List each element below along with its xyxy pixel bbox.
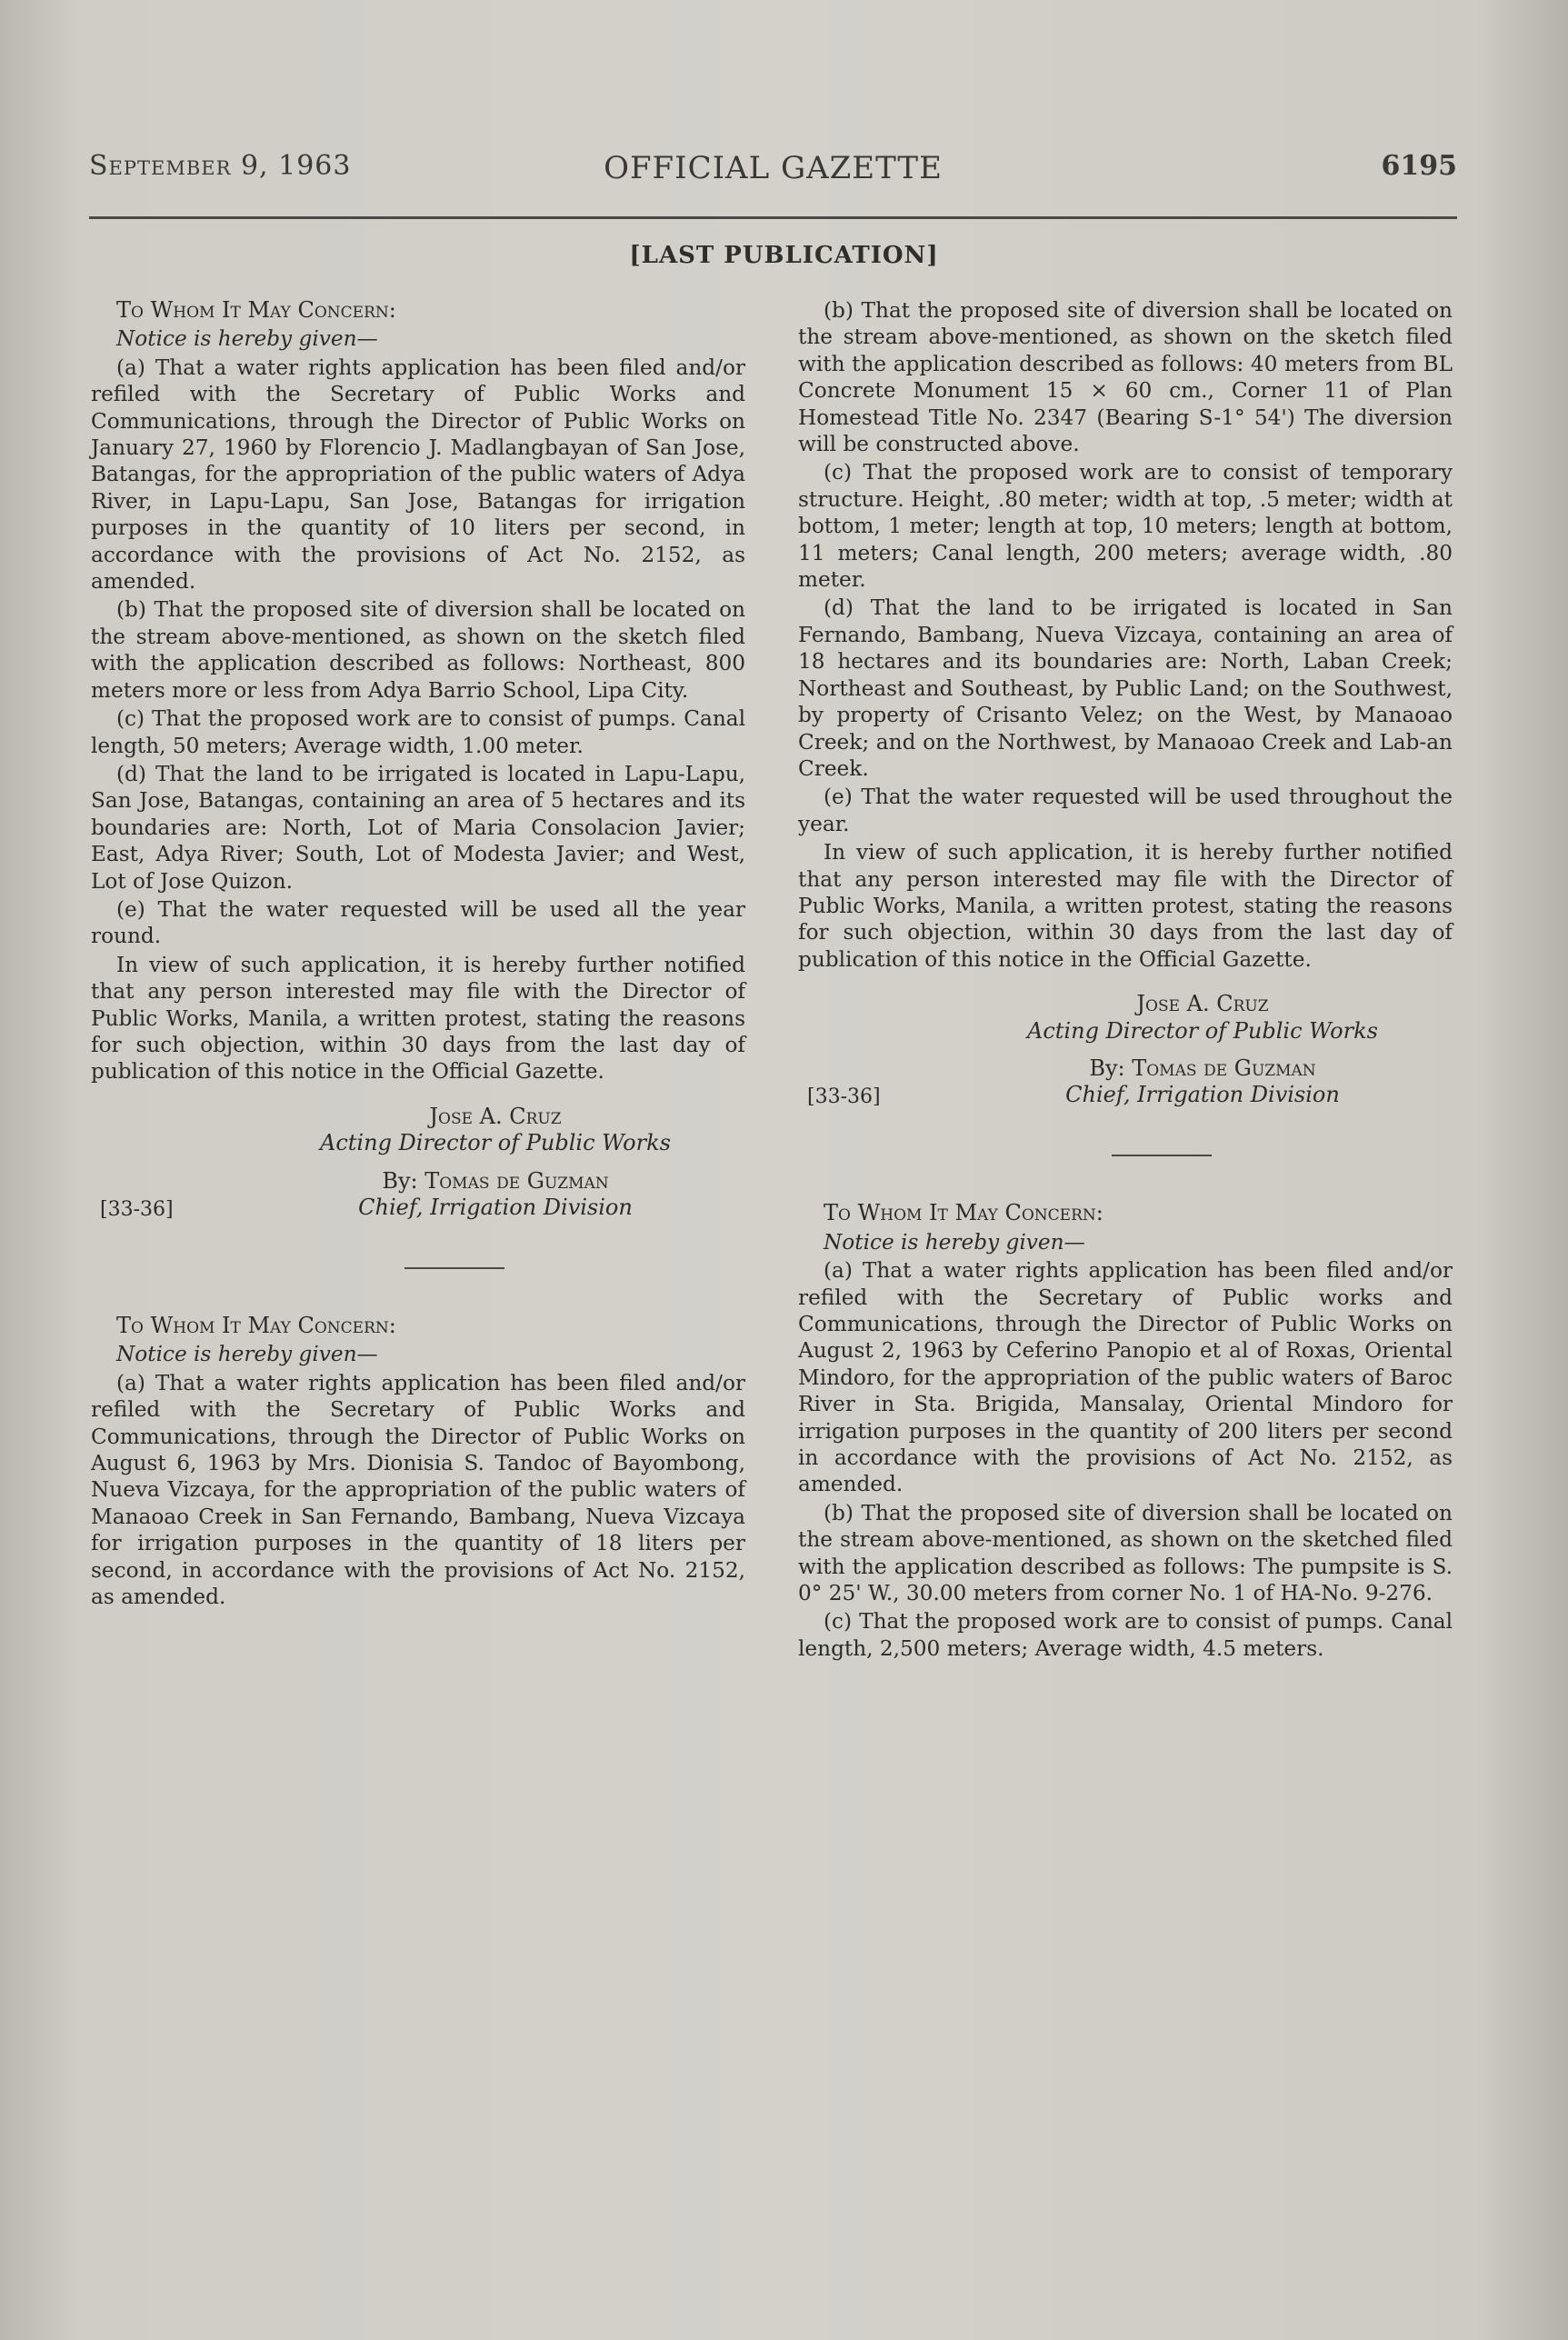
header-date: September 9, 1963 — [89, 150, 352, 182]
notice-paragraph: (b) That the proposed site of diversion shall be located on the stream above-mentioned, as shown on the sketch filed with the application described as follows: Northeast, 800 meters more or less from Adya Barrio School, Lipa City. — [91, 597, 745, 703]
notice-paragraph: (c) That the proposed work are to consist of pumps. Canal length, 2,500 meters; Average width, 4.5 meters. — [798, 1609, 1453, 1661]
notice-salutation: To Whom It May Concern: — [116, 297, 396, 323]
signatory-name: Jose A. Cruz — [1136, 991, 1269, 1017]
signatory-title: Acting Director of Public Works — [1027, 1017, 1378, 1044]
notice-paragraph: (e) That the water requested will be used all the year round. — [91, 896, 745, 949]
notice-paragraph: (d) That the land to be irrigated is located in San Fernando, Bambang, Nueva Vizcaya, containing an area of 18 hectares and its boundaries are: North, Laban Creek; Northeast and Southeast, by Public Land; on the Southwest, by property of Crisanto Velez; on the West, by Manaoao Creek; and on the Northwest, by Manaoao Creek and Lab-an Creek. — [798, 595, 1453, 781]
notice-salutation: To Whom It May Concern: — [824, 1200, 1104, 1226]
notice-2 — [91, 1313, 745, 1610]
by-label: By: — [1089, 1055, 1125, 1081]
page-number: 6195 — [1381, 150, 1457, 182]
notice-salutation: To Whom It May Concern: — [116, 1313, 396, 1338]
right-column — [798, 297, 1453, 1664]
by-title: Chief, Irrigation Division — [358, 1195, 633, 1220]
notice-paragraph: (d) That the land to be irrigated is located in Lapu-Lapu, San Jose, Batangas, containing an area of 5 hectares and its boundaries are: North, Lot of Maria Consolacion Javier; East, Adya River; South, Lot of Modesta Javier; and West, Lot of Jose Quizon. — [91, 761, 745, 894]
reference-row — [798, 1082, 1453, 1115]
notice-paragraph: In view of such application, it is hereby further notified that any person interested may file with the Director of Public Works, Manila, a written protest, stating the reasons for such objection, within 30 days from the last day of publication of this notice in the Official Gazette. — [798, 840, 1453, 972]
notice-3 — [798, 1200, 1453, 1662]
issue-reference: [33-36] — [100, 1198, 174, 1221]
notice-paragraph: (a) That a water rights application has been filed and/or refiled with the Secretary of Public Works and Communications, through the Director of Public Works on August 6, 1963 by Mrs. Dionisia S. Tandoc of Bayombong, Nueva Vizcaya, for the appropriation of the public waters of Manaoao Creek in San Fernando, Bambang, Nueva Vizcaya for irrigation purposes in the quantity of 18 liters per second, in accordance with the provisions of Act No. 2152, as amended. — [91, 1370, 745, 1610]
header-rule — [89, 216, 1457, 219]
signatory-title: Acting Director of Public Works — [320, 1130, 671, 1156]
notice-paragraph: (a) That a water rights application has been filed and/or refiled with the Secretary of Public works and Communications, through the Director of Public Works on August 2, 1963 by Ceferino Panopio et al of Roxas, Oriental Mindoro, for the appropriation of the public waters of Baroc River in Sta. Brigida, Mansalay, Oriental Mindoro for irrigation purposes in the quantity of 200 liters per second in accordance with the provisions of Act No. 2152, as amended. — [798, 1258, 1453, 1497]
by-name: Tomas de Guzman — [424, 1167, 609, 1194]
left-column — [91, 297, 745, 1612]
signature-block — [798, 991, 1453, 1115]
by-label: By: — [382, 1167, 418, 1194]
notice-2-continued — [798, 297, 1453, 1115]
notice-intro: Notice is hereby given— — [824, 1229, 1085, 1255]
notice-intro: Notice is hereby given— — [116, 1342, 378, 1367]
issue-reference: [33-36] — [807, 1085, 881, 1109]
by-line — [91, 1168, 745, 1195]
notice-paragraph: (c) That the proposed work are to consist of pumps. Canal length, 50 meters; Average width, 1.00 meter. — [91, 706, 745, 758]
by-line — [798, 1055, 1453, 1082]
notice-paragraph: In view of such application, it is hereby further notified that any person interested may file with the Director of Public Works, Manila, a written protest, stating the reasons for such objection, within 30 days from the last day of publication of this notice in the Official Gazette. — [91, 952, 745, 1085]
signatory-name: Jose A. Cruz — [429, 1103, 562, 1129]
reference-row — [91, 1195, 745, 1227]
notice-paragraph: (b) That the proposed site of diversion shall be located on the stream above-mentioned, as shown on the sketch filed with the application described as follows: 40 meters from BL Concrete Monument 15 × 60 cm., Corner 11 of Plan Homestead Title No. 2347 (Bearing S-1° 54') The diversion will be constructed above. — [798, 298, 1453, 457]
signature-block — [91, 1104, 745, 1227]
notice-intro: Notice is hereby given— — [116, 326, 378, 352]
notice-paragraph: (b) That the proposed site of diversion shall be located on the stream above-mentioned, as shown on the sketched filed with the application described as follows: The pumpsite is S. 0° 25' W., 30.00 meters from corner No. 1 of HA-No. 9-276. — [798, 1500, 1453, 1606]
notice-paragraph: (a) That a water rights application has been filed and/or refiled with the Secretary of Public Works and Communications, through the Director of Public Works on January 27, 1960 by Florencio J. Madlangbayan of San Jose, Batangas, for the appropriation of the public waters of Adya River, in Lapu-Lapu, San Jose, Batangas for irrigation purposes in the quantity of 10 liters per second, in accordance with the provisions of Act No. 2152, as amended. — [91, 355, 745, 595]
notice-paragraph: (c) That the proposed work are to consist of temporary structure. Height, .80 meter; width at top, .5 meter; width at bottom, 1 meter; length at top, 10 meters; length at bottom, 11 meters; Canal length, 200 meters; average width, .80 meter. — [798, 460, 1453, 593]
by-name: Tomas de Guzman — [1132, 1055, 1316, 1081]
notice-1 — [91, 297, 745, 1227]
notice-paragraph: (e) That the water requested will be used throughout the year. — [798, 785, 1453, 836]
publication-tag: [LAST PUBLICATION] — [629, 242, 939, 269]
page-header — [89, 150, 1457, 205]
section-divider — [404, 1267, 504, 1269]
header-title: OFFICIAL GAZETTE — [604, 150, 943, 186]
by-title: Chief, Irrigation Division — [1065, 1082, 1340, 1108]
section-divider — [1112, 1155, 1212, 1156]
